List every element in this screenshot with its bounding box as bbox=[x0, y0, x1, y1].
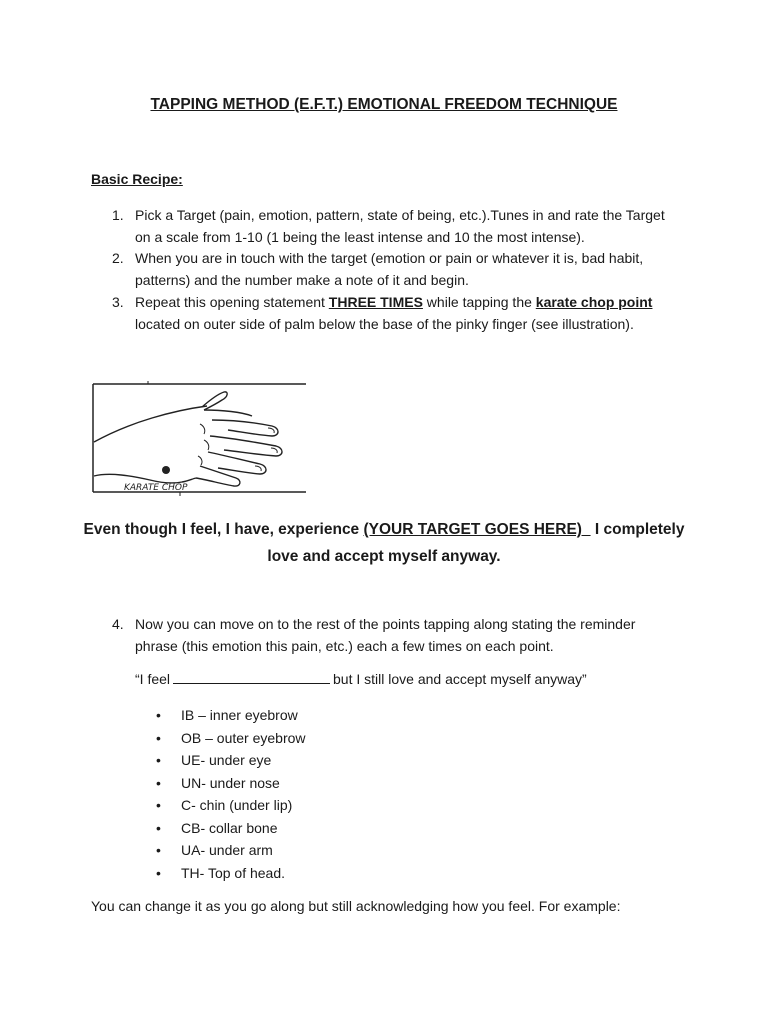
setup-statement bbox=[0, 516, 768, 570]
hand-drawing bbox=[92, 380, 308, 496]
step-3 bbox=[112, 291, 672, 335]
step-1 bbox=[112, 204, 672, 248]
step-line: phrase (this emotion this pain, etc.) each a few times on each point. bbox=[135, 638, 554, 654]
point-label: CB- collar bone bbox=[181, 819, 278, 836]
step-line: located on outer side of palm below the base of the pinky finger (see illustration). bbox=[135, 316, 634, 332]
point-label: OB – outer eyebrow bbox=[181, 729, 306, 746]
step-2 bbox=[112, 247, 672, 291]
step-number: 1. bbox=[112, 207, 124, 223]
step-number: 3. bbox=[112, 294, 124, 310]
karate-chop-point-marker bbox=[162, 466, 170, 474]
bullet-icon: • bbox=[156, 774, 161, 791]
reminder-post: but I still love and accept myself anyway” bbox=[333, 671, 587, 687]
step-text bbox=[135, 291, 655, 335]
list-item bbox=[155, 704, 306, 727]
three-times-emphasis: THREE TIMES bbox=[328, 294, 423, 310]
list-item bbox=[155, 749, 306, 772]
step-text-segment: Repeat this opening statement bbox=[135, 294, 329, 310]
step-number: 2. bbox=[112, 250, 124, 266]
bullet-icon: • bbox=[156, 842, 161, 858]
step-line bbox=[135, 291, 655, 313]
point-label: C- chin (under lip) bbox=[181, 797, 293, 813]
bullet-icon: • bbox=[156, 729, 161, 746]
bullet-icon: • bbox=[156, 752, 161, 768]
list-item bbox=[155, 727, 306, 750]
step-4 bbox=[112, 613, 672, 657]
bullet-icon: • bbox=[156, 797, 161, 813]
step-line: Now you can move on to the rest of the points tapping along stating the reminder bbox=[135, 616, 636, 632]
step-line: Pick a Target (pain, emotion, pattern, state of being, etc.).Tunes in and rate the Target bbox=[135, 207, 665, 223]
karate-chop-illustration bbox=[92, 380, 308, 496]
list-item bbox=[155, 862, 306, 885]
page-title: TAPPING METHOD (E.F.T.) EMOTIONAL FREEDOM TECHNIQUE bbox=[150, 96, 618, 113]
list-item bbox=[155, 839, 306, 862]
bullet-icon: • bbox=[156, 707, 161, 723]
basic-recipe-heading: Basic Recipe: bbox=[91, 171, 183, 187]
step-text bbox=[135, 613, 655, 657]
point-label: IB – inner eyebrow bbox=[181, 707, 298, 723]
point-label: UE- under eye bbox=[181, 752, 272, 768]
list-item bbox=[155, 772, 306, 795]
reminder-blank-line bbox=[173, 669, 330, 684]
statement-pre: Even though I feel, I have, experience bbox=[83, 521, 364, 538]
step-text bbox=[135, 204, 665, 248]
closing-text: You can change it as you go along but still acknowledging how you feel. For example: bbox=[91, 898, 621, 914]
bullet-icon: • bbox=[156, 819, 161, 836]
karate-chop-label: KARATE CHOP bbox=[124, 483, 188, 493]
list-item bbox=[155, 794, 306, 817]
reminder-pre: “I feel bbox=[135, 671, 171, 687]
karate-chop-emphasis: karate chop point bbox=[535, 294, 653, 310]
statement-line-1 bbox=[0, 516, 768, 543]
statement-post: I completely bbox=[590, 521, 685, 538]
point-label: UN- under nose bbox=[181, 774, 280, 791]
statement-line-2: love and accept myself anyway. bbox=[267, 548, 501, 565]
step-line: patterns) and the number make a note of it and begin. bbox=[135, 272, 469, 288]
tapping-points-list bbox=[155, 704, 306, 884]
step-text bbox=[135, 247, 655, 291]
step-number: 4. bbox=[112, 616, 124, 632]
bullet-icon: • bbox=[156, 864, 161, 881]
step-line: on a scale from 1-10 (1 being the least intense and 10 the most intense). bbox=[135, 229, 585, 245]
step-line: When you are in touch with the target (emotion or pain or whatever it is, bad habit, bbox=[135, 250, 644, 266]
step-text-segment: while tapping the bbox=[422, 294, 536, 310]
list-item bbox=[155, 817, 306, 840]
point-label: TH- Top of head. bbox=[181, 864, 286, 881]
point-label: UA- under arm bbox=[181, 842, 273, 858]
reminder-phrase bbox=[135, 669, 587, 687]
your-target-placeholder: (YOUR TARGET GOES HERE) bbox=[363, 521, 591, 538]
